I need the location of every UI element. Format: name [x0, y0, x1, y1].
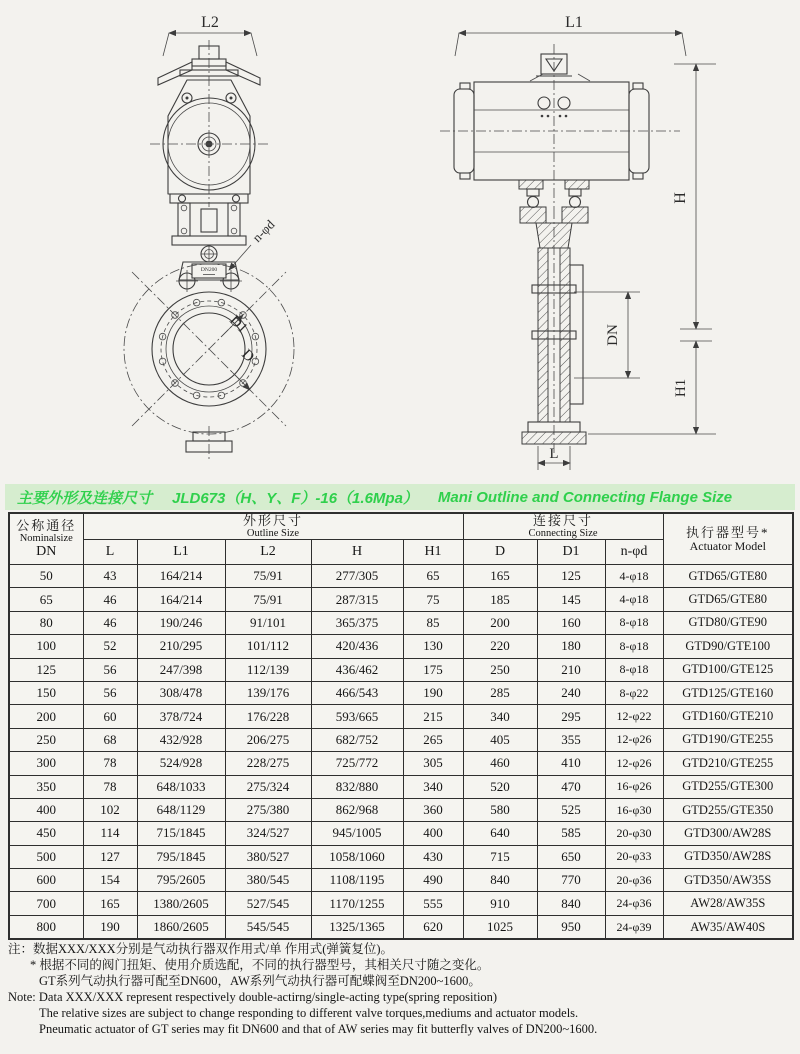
header-actuator-cn: 执行器型号* — [685, 524, 770, 540]
cell-d1: 410 — [537, 752, 605, 775]
cell-l2: 527/545 — [225, 892, 311, 915]
cell-l2: 275/380 — [225, 798, 311, 821]
cell-d: 200 — [463, 611, 537, 634]
cell-d1: 950 — [537, 915, 605, 939]
valve-side-view-drawing — [424, 2, 794, 472]
header-col-n-phi-d: n-φd — [605, 540, 663, 565]
header-nominal-en: Nominalsize — [19, 533, 73, 544]
cell-d: 285 — [463, 681, 537, 704]
cell-d1: 210 — [537, 658, 605, 681]
cell-d: 250 — [463, 658, 537, 681]
cell-d: 1025 — [463, 915, 537, 939]
cell-d1: 180 — [537, 635, 605, 658]
cell-l2: 101/112 — [225, 635, 311, 658]
cell-actuator: GTD350/AW35S — [663, 869, 793, 892]
table-row — [9, 752, 793, 775]
cell-l1: 648/1033 — [137, 775, 225, 798]
cell-h1: 85 — [403, 611, 463, 634]
table-row — [9, 681, 793, 704]
cell-actuator: GTD65/GTE80 — [663, 588, 793, 611]
dim-label-d1: D1 — [226, 312, 251, 337]
cell-l1: 795/1845 — [137, 845, 225, 868]
cell-l: 46 — [83, 588, 137, 611]
table-row — [9, 822, 793, 845]
cell-h: 1108/1195 — [311, 869, 403, 892]
cell-h: 832/880 — [311, 775, 403, 798]
cell-d: 220 — [463, 635, 537, 658]
cell-d1: 125 — [537, 565, 605, 588]
cell-d1: 295 — [537, 705, 605, 728]
dim-label-h: H — [672, 192, 689, 204]
cell-l2: 228/275 — [225, 752, 311, 775]
cell-l2: 275/324 — [225, 775, 311, 798]
cell-dn: 600 — [9, 869, 83, 892]
cell-h: 1058/1060 — [311, 845, 403, 868]
cell-l: 68 — [83, 728, 137, 751]
cell-n-phi-d: 24-φ36 — [605, 892, 663, 915]
table-row — [9, 611, 793, 634]
dim-label-l1: L1 — [565, 14, 583, 31]
cell-actuator: GTD190/GTE255 — [663, 728, 793, 751]
cell-n-phi-d: 4-φ18 — [605, 588, 663, 611]
header-nominal-dn: DN — [36, 544, 57, 559]
cell-d1: 160 — [537, 611, 605, 634]
cell-h1: 265 — [403, 728, 463, 751]
cell-l: 60 — [83, 705, 137, 728]
cell-l2: 206/275 — [225, 728, 311, 751]
header-actuator-model — [663, 513, 793, 565]
cell-l1: 715/1845 — [137, 822, 225, 845]
cell-d: 185 — [463, 588, 537, 611]
actuator-side-view — [440, 44, 680, 209]
cell-l2: 176/228 — [225, 705, 311, 728]
bolt-pattern-label: n-φd — [249, 216, 278, 246]
cell-l2: 324/527 — [225, 822, 311, 845]
cell-d1: 840 — [537, 892, 605, 915]
table-row — [9, 775, 793, 798]
cell-actuator: GTD255/GTE350 — [663, 798, 793, 821]
header-outline-en: Outline Size — [246, 528, 300, 539]
cell-d1: 470 — [537, 775, 605, 798]
valve-nameplate: DN200 — [200, 267, 218, 273]
cell-h1: 190 — [403, 681, 463, 704]
header-connecting-size — [463, 513, 663, 540]
cell-n-phi-d: 8-φ18 — [605, 635, 663, 658]
cell-l1: 432/928 — [137, 728, 225, 751]
header-outline-size — [83, 513, 463, 540]
dim-l-group — [538, 446, 570, 470]
table-row — [9, 915, 793, 939]
cell-h1: 75 — [403, 588, 463, 611]
cell-h1: 555 — [403, 892, 463, 915]
cell-h1: 400 — [403, 822, 463, 845]
cell-actuator: GTD125/GTE160 — [663, 681, 793, 704]
header-connecting-cn: 连接尺寸 — [532, 513, 593, 528]
cell-actuator: GTD160/GTE210 — [663, 705, 793, 728]
cell-d: 715 — [463, 845, 537, 868]
cell-l2: 112/139 — [225, 658, 311, 681]
cell-h1: 360 — [403, 798, 463, 821]
header-col-h1: H1 — [403, 540, 463, 565]
cell-dn: 300 — [9, 752, 83, 775]
cell-n-phi-d: 16-φ30 — [605, 798, 663, 821]
cell-d: 460 — [463, 752, 537, 775]
cell-d: 640 — [463, 822, 537, 845]
header-col-l: L — [83, 540, 137, 565]
cell-l: 127 — [83, 845, 137, 868]
cell-dn: 50 — [9, 565, 83, 588]
cell-h: 593/665 — [311, 705, 403, 728]
cell-h1: 430 — [403, 845, 463, 868]
dim-label-h1: H1 — [673, 378, 689, 398]
header-col-l2: L2 — [225, 540, 311, 565]
cell-actuator: AW28/AW35S — [663, 892, 793, 915]
cell-h: 1170/1255 — [311, 892, 403, 915]
cell-h: 420/436 — [311, 635, 403, 658]
cell-l: 78 — [83, 752, 137, 775]
cell-l1: 210/295 — [137, 635, 225, 658]
table-row — [9, 798, 793, 821]
cell-l1: 190/246 — [137, 611, 225, 634]
cell-dn: 150 — [9, 681, 83, 704]
cell-actuator: GTD100/GTE125 — [663, 658, 793, 681]
cell-actuator: GTD300/AW28S — [663, 822, 793, 845]
cell-l: 165 — [83, 892, 137, 915]
cell-dn: 500 — [9, 845, 83, 868]
cell-l2: 91/101 — [225, 611, 311, 634]
table-row — [9, 565, 793, 588]
cell-h: 862/968 — [311, 798, 403, 821]
cell-h1: 620 — [403, 915, 463, 939]
cell-d: 910 — [463, 892, 537, 915]
cell-actuator: GTD65/GTE80 — [663, 565, 793, 588]
cell-l: 46 — [83, 611, 137, 634]
cell-l: 52 — [83, 635, 137, 658]
cell-l1: 378/724 — [137, 705, 225, 728]
cell-h1: 340 — [403, 775, 463, 798]
header-col-d: D — [463, 540, 537, 565]
table-row — [9, 869, 793, 892]
cell-dn: 450 — [9, 822, 83, 845]
cell-l1: 1860/2605 — [137, 915, 225, 939]
cell-n-phi-d: 16-φ26 — [605, 775, 663, 798]
header-nominal-size — [9, 513, 83, 565]
header-col-l1: L1 — [137, 540, 225, 565]
cell-d1: 525 — [537, 798, 605, 821]
cell-actuator: GTD255/GTE300 — [663, 775, 793, 798]
table-row — [9, 588, 793, 611]
section-title-model: JLD673（H、Y、F）-16（1.6Mpa） — [172, 489, 418, 507]
cell-l2: 75/91 — [225, 565, 311, 588]
header-col-d1: D1 — [537, 540, 605, 565]
cell-l2: 75/91 — [225, 588, 311, 611]
mounting-bracket — [172, 203, 246, 262]
cell-dn: 125 — [9, 658, 83, 681]
header-actuator-en: Actuator Model — [689, 538, 766, 553]
cell-n-phi-d: 20-φ30 — [605, 822, 663, 845]
cell-n-phi-d: 4-φ18 — [605, 565, 663, 588]
note-line: Pneumatic actuator of GT series may fit DN600 and that of AW series may fit butterfly valves of DN200~1600. — [39, 1022, 598, 1036]
cell-actuator: AW35/AW40S — [663, 915, 793, 939]
cell-n-phi-d: 8-φ18 — [605, 658, 663, 681]
cell-h1: 215 — [403, 705, 463, 728]
cell-actuator: GTD90/GTE100 — [663, 635, 793, 658]
cell-h1: 305 — [403, 752, 463, 775]
note-line: * 根据不同的阀门扭矩、使用介质选配，不同的执行器型号，其相关尺寸随之变化。 — [30, 958, 490, 972]
note-line: Note: Data XXX/XXX represent respectively double-actirng/single-acting type(spring reposition) — [8, 990, 498, 1004]
dim-l1-group — [455, 14, 686, 56]
stem-and-body-side — [519, 180, 589, 454]
note-line: 注：数据XXX/XXX分别是气动执行器双作用式/单 作用式(弹簧复位)。 — [8, 942, 394, 956]
cell-l1: 795/2605 — [137, 869, 225, 892]
table-body — [9, 565, 793, 940]
dim-h-group — [588, 64, 716, 434]
cell-l: 190 — [83, 915, 137, 939]
cell-dn: 65 — [9, 588, 83, 611]
cell-dn: 200 — [9, 705, 83, 728]
cell-n-phi-d: 20-φ33 — [605, 845, 663, 868]
cell-d1: 650 — [537, 845, 605, 868]
cell-d1: 770 — [537, 869, 605, 892]
cell-d: 520 — [463, 775, 537, 798]
section-title-cn: 主要外形及连接尺寸 — [17, 489, 153, 507]
cell-d: 580 — [463, 798, 537, 821]
header-col-h: H — [311, 540, 403, 565]
cell-h: 287/315 — [311, 588, 403, 611]
section-title-bar — [5, 484, 795, 510]
dim-label-l: L — [549, 446, 559, 462]
cell-n-phi-d: 12-φ26 — [605, 728, 663, 751]
note-line: The relative sizes are subject to change responding to different valve torques,mediums and actuator models. — [39, 1006, 579, 1020]
cell-d1: 355 — [537, 728, 605, 751]
cell-l2: 380/527 — [225, 845, 311, 868]
cell-h1: 130 — [403, 635, 463, 658]
cell-n-phi-d: 24-φ39 — [605, 915, 663, 939]
cell-l1: 247/398 — [137, 658, 225, 681]
cell-l1: 524/928 — [137, 752, 225, 775]
table-row — [9, 635, 793, 658]
cell-n-phi-d: 12-φ22 — [605, 705, 663, 728]
dim-l2-group — [163, 14, 257, 56]
cell-l: 43 — [83, 565, 137, 588]
cell-actuator: GTD210/GTE255 — [663, 752, 793, 775]
cell-actuator: GTD80/GTE90 — [663, 611, 793, 634]
cell-l1: 164/214 — [137, 565, 225, 588]
cell-l: 56 — [83, 658, 137, 681]
cell-dn: 100 — [9, 635, 83, 658]
cell-h1: 175 — [403, 658, 463, 681]
cell-l: 154 — [83, 869, 137, 892]
cell-h: 436/462 — [311, 658, 403, 681]
table-row — [9, 658, 793, 681]
cell-h1: 65 — [403, 565, 463, 588]
notes-block — [8, 941, 794, 1037]
actuator-front-view — [150, 40, 268, 207]
cell-d1: 240 — [537, 681, 605, 704]
cell-h: 466/543 — [311, 681, 403, 704]
cell-l: 78 — [83, 775, 137, 798]
cell-dn: 700 — [9, 892, 83, 915]
cell-dn: 800 — [9, 915, 83, 939]
cell-h: 725/772 — [311, 752, 403, 775]
dim-label-dn: DN — [605, 324, 621, 346]
section-title-en: Mani Outline and Connecting Flange Size — [437, 488, 733, 506]
cell-n-phi-d: 8-φ18 — [605, 611, 663, 634]
header-outline-cn: 外形尺寸 — [242, 513, 303, 528]
cell-l: 114 — [83, 822, 137, 845]
cell-h: 945/1005 — [311, 822, 403, 845]
cell-l: 102 — [83, 798, 137, 821]
dim-label-d: D — [238, 346, 258, 366]
cell-d: 340 — [463, 705, 537, 728]
cell-l1: 308/478 — [137, 681, 225, 704]
cell-d: 405 — [463, 728, 537, 751]
header-connecting-en: Connecting Size — [528, 528, 598, 539]
header-nominal-cn: 公称通径 — [16, 518, 77, 533]
cell-actuator: GTD350/AW28S — [663, 845, 793, 868]
dim-label-l2: L2 — [201, 14, 219, 31]
cell-d1: 585 — [537, 822, 605, 845]
cell-l1: 1380/2605 — [137, 892, 225, 915]
valve-front-view-drawing — [66, 2, 396, 472]
cell-h: 682/752 — [311, 728, 403, 751]
cell-n-phi-d: 12-φ26 — [605, 752, 663, 775]
cell-dn: 80 — [9, 611, 83, 634]
cell-l2: 380/545 — [225, 869, 311, 892]
cell-h: 277/305 — [311, 565, 403, 588]
cell-d1: 145 — [537, 588, 605, 611]
table-row — [9, 728, 793, 751]
cell-d: 840 — [463, 869, 537, 892]
cell-dn: 400 — [9, 798, 83, 821]
table-row — [9, 892, 793, 915]
cell-h: 365/375 — [311, 611, 403, 634]
cell-n-phi-d: 20-φ36 — [605, 869, 663, 892]
cell-dn: 250 — [9, 728, 83, 751]
cell-dn: 350 — [9, 775, 83, 798]
cell-l2: 139/176 — [225, 681, 311, 704]
table-row — [9, 705, 793, 728]
cell-l2: 545/545 — [225, 915, 311, 939]
dimension-table — [8, 512, 794, 940]
cell-l: 56 — [83, 681, 137, 704]
table-row — [9, 845, 793, 868]
cell-n-phi-d: 8-φ22 — [605, 681, 663, 704]
cell-l1: 648/1129 — [137, 798, 225, 821]
note-line: GT系列气动执行器可配至DN600，AW系列气动执行器可配蝶阀至DN200~1600。 — [39, 974, 481, 988]
cell-d: 165 — [463, 565, 537, 588]
cell-l1: 164/214 — [137, 588, 225, 611]
cell-h: 1325/1365 — [311, 915, 403, 939]
dim-dn-group — [574, 292, 640, 378]
cell-h1: 490 — [403, 869, 463, 892]
